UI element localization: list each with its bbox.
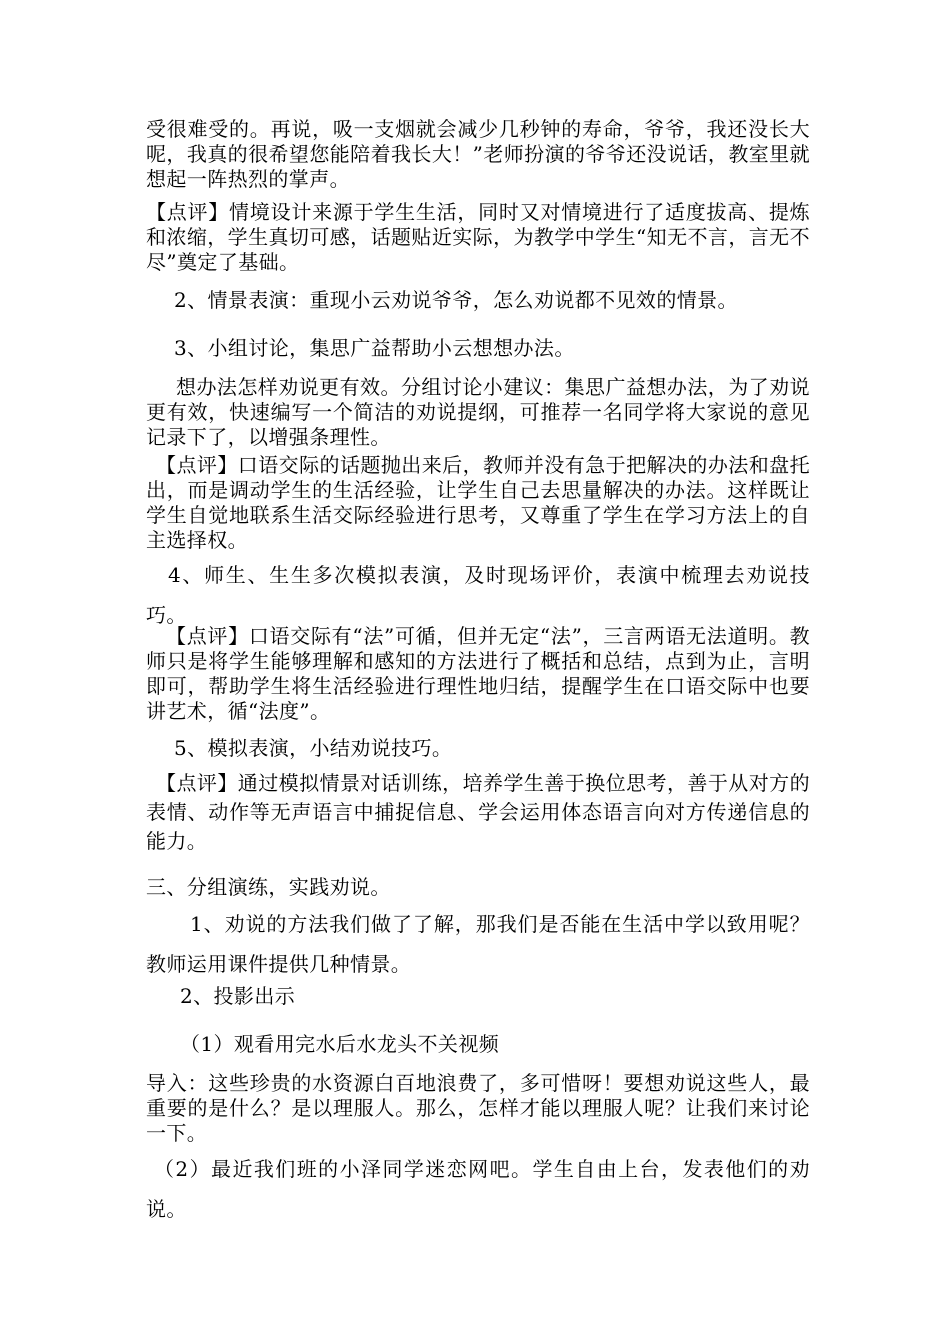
paragraph-review-2: 【点评】口语交际的话题抛出来后，教师并没有急于把解决的办法和盘托出，而是调动学生的生活经验，让学生自己去思量解决的办法。这样既让学生自觉地联系生活交际经验进行思考，又尊重了学生在学习方法上的自主选择权。 — [146, 453, 810, 552]
paragraph-review-1: 【点评】情境设计来源于学生生活，同时又对情境进行了适度拔高、提炼和浓缩，学生真切可感，话题贴近实际，为教学中学生“知无不言，言无不尽”奠定了基础。 — [146, 200, 810, 274]
paragraph-case-2: （2）最近我们班的小泽同学迷恋网吧。学生自由上台，发表他们的劝说。 — [146, 1157, 810, 1221]
paragraph-step-2: 2、情景表演：重现小云劝说爷爷，怎么劝说都不见效的情景。 — [174, 288, 738, 312]
paragraph-practice-1: 1、劝说的方法我们做了了解，那我们是否能在生活中学以致用呢？教师运用课件提供几种情景。 — [146, 912, 810, 976]
paragraph-step-3: 3、小组讨论，集思广益帮助小云想想办法。 — [174, 336, 575, 360]
paragraph-step-4: 4、师生、生生多次模拟表演，及时现场评价，表演中梳理去劝说技巧。 — [146, 563, 810, 627]
paragraph-discussion: 想办法怎样劝说更有效。分组讨论小建议：集思广益想办法，为了劝说更有效，快速编写一个简洁的劝说提纲，可推荐一名同学将大家说的意见记录下了，以增强条理性。 — [146, 375, 810, 449]
paragraph-review-3: 【点评】口语交际有“法”可循，但并无定“法”，三言两语无法道明。教师只是将学生能够理解和感知的方法进行了概括和总结，点到为止，言明即可，帮助学生将生活经验进行理性地归结，提醒学生在口语交际中也要讲艺术，循“法度”。 — [146, 624, 810, 723]
paragraph-1: 受很难受的。再说，吸一支烟就会减少几秒钟的寿命，爷爷，我还没长大呢，我真的很希望您能陪着我长大！”老师扮演的爷爷还没说话，教室里就想起一阵热烈的掌声。 — [146, 117, 810, 191]
paragraph-review-4: 【点评】通过模拟情景对话训练，培养学生善于换位思考，善于从对方的表情、动作等无声语言中捕捉信息、学会运用体态语言向对方传递信息的能力。 — [146, 771, 810, 853]
paragraph-intro: 导入：这些珍贵的水资源白百地浪费了，多可惜呀！要想劝说这些人，最重要的是什么？是以理服人。那么，怎样才能以理服人呢？让我们来讨论一下。 — [146, 1071, 810, 1145]
paragraph-video-1: （1）观看用完水后水龙头不关视频 — [180, 1032, 500, 1056]
paragraph-step-5: 5、模拟表演，小结劝说技巧。 — [174, 736, 453, 760]
section-heading-3: 三、分组演练，实践劝说。 — [146, 875, 391, 899]
paragraph-practice-2: 2、投影出示 — [180, 984, 296, 1008]
